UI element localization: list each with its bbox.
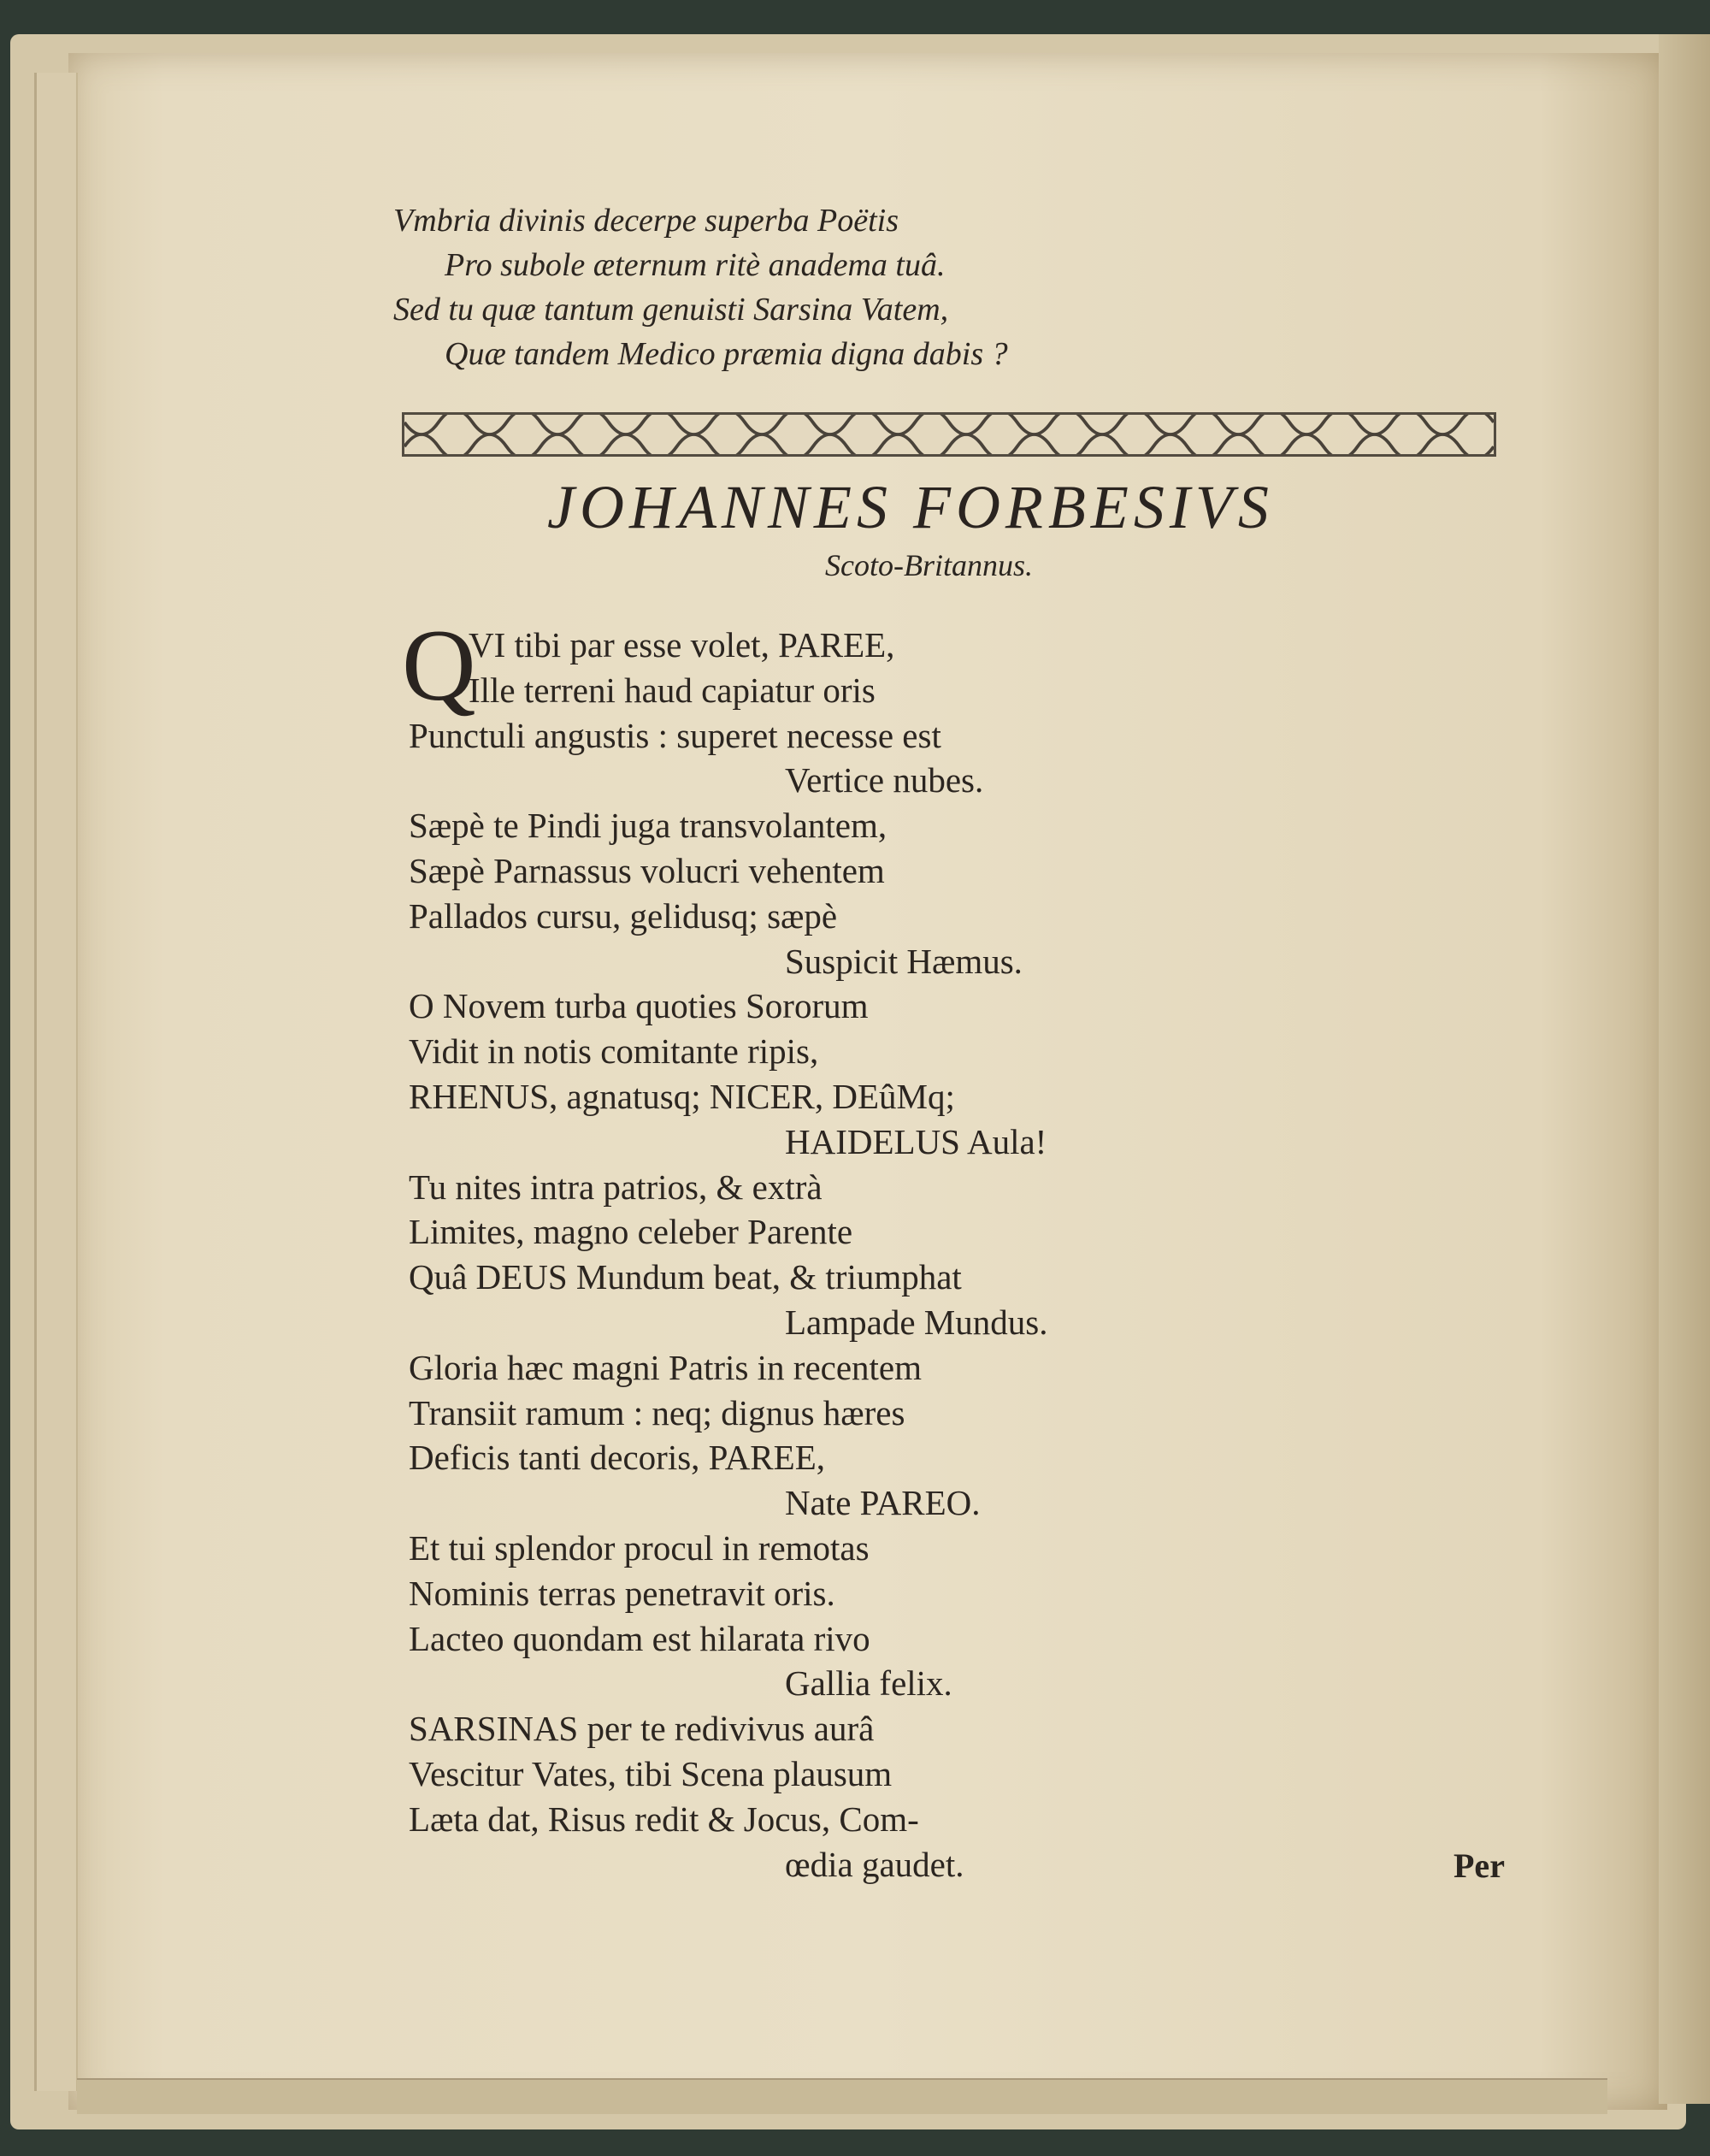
poem-line: Lacteo quondam est hilarata rivo [409, 1618, 870, 1658]
poem-line: Nate PAREO. [785, 1483, 981, 1523]
poem-line: Gloria hæc magni Patris in recentem [409, 1347, 923, 1387]
ornament-border [402, 412, 1496, 457]
epigram-line: Pro subole æternum ritè anadema tuâ. [445, 247, 946, 283]
poem-line: Suspicit Hæmus. [785, 941, 1023, 981]
poem-line: Læta dat, Risus redit & Jocus, Com- [409, 1799, 919, 1839]
poem-line: O Novem turba quoties Sororum [409, 986, 869, 1026]
poem-line: Vidit in notis comitante ripis, [409, 1031, 819, 1072]
poem-line: HAIDELUS Aula! [785, 1121, 1047, 1161]
poem-title: JOHANNES FORBESIVS [547, 473, 1274, 541]
poem-body [409, 623, 1047, 1887]
drop-cap: Q [402, 608, 476, 722]
poem-line: Limites, magno celeber Parente [409, 1212, 853, 1252]
poem-line: RHENUS, agnatusq; NICER, DEûMq; [409, 1076, 955, 1116]
poem-line: Quâ DEUS Mundum beat, & triumphat [409, 1257, 962, 1297]
poem-line: Tu nites intra patrios, & extrà [409, 1167, 823, 1207]
poem-line: Sæpè Parnassus volucri vehentem [409, 850, 885, 890]
poem-line: Sæpè te Pindi juga transvolantem, [409, 806, 887, 846]
poem-line: Vescitur Vates, tibi Scena plausum [409, 1753, 893, 1793]
poem-line: Deficis tanti decoris, PAREE, [409, 1438, 825, 1478]
poem-line: Punctuli angustis : superet necesse est [409, 715, 941, 755]
poem-line: Et tui splendor procul in remotas [409, 1527, 870, 1568]
poem-line: VI tibi par esse volet, PAREE, [469, 625, 895, 665]
epigram [393, 198, 1008, 376]
poem-line: Gallia felix. [785, 1663, 952, 1704]
epigram-line: Sed tu quæ tantum genuisti Sarsina Vatem, [393, 292, 949, 328]
facing-page-edge [1659, 34, 1710, 2104]
poem-subtitle: Scoto-Britannus. [825, 548, 1033, 582]
poem-line: Transiit ramum : neq; dignus hæres [409, 1392, 905, 1432]
poem-line: Vertice nubes. [785, 760, 984, 800]
poem-line: Pallados cursu, gelidusq; sæpè [409, 895, 838, 936]
poem-line: SARSINAS per te redivivus aurâ [409, 1709, 875, 1749]
page-edges [34, 73, 78, 2091]
catchword: Per [1454, 1846, 1505, 1885]
poem-line: Lampade Mundus. [785, 1302, 1048, 1342]
poem-line: Nominis terras penetravit oris. [409, 1573, 835, 1613]
page-bottom-edge [77, 2078, 1607, 2114]
epigram-line: Vmbria divinis decerpe superba Poëtis [393, 203, 899, 239]
epigram-line: Quæ tandem Medico præmia digna dabis ? [445, 336, 1008, 372]
poem-line: Ille terreni haud capiatur oris [469, 670, 876, 710]
knotwork-ornament-icon [404, 415, 1494, 454]
poem-line: œdia gaudet. [785, 1844, 964, 1884]
